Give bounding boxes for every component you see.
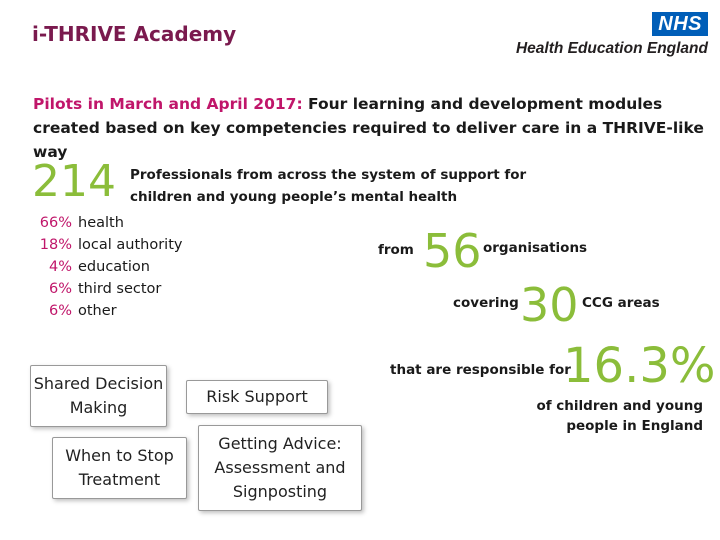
breakdown-list: [34, 212, 182, 322]
list-item: [34, 300, 182, 322]
breakdown-pct: 66%: [39, 215, 72, 231]
page-title: i-THRIVE Academy: [32, 22, 237, 46]
breakdown-label: health: [78, 215, 124, 231]
breakdown-label: third sector: [78, 281, 162, 297]
professionals-description: Professionals from across the system of support for children and young people’s mental health: [130, 167, 527, 205]
list-item: [34, 278, 182, 300]
resp-value: 16.3%: [563, 338, 716, 394]
list-item: [34, 256, 182, 278]
orgs-value: 56: [423, 224, 482, 278]
list-item: [34, 234, 182, 256]
nhs-hee-logo: [516, 12, 708, 58]
orgs-prefix: from: [378, 242, 414, 258]
intro-highlight: Pilots in March and April 2017:: [33, 95, 303, 113]
module-risk-support: Risk Support: [186, 380, 328, 414]
resp-suffix: of children and young people in England: [536, 398, 703, 434]
breakdown-label: education: [78, 259, 150, 275]
breakdown-pct: 4%: [48, 259, 72, 275]
module-getting-advice: Getting Advice: Assessment and Signposting: [198, 425, 362, 511]
list-item: [34, 212, 182, 234]
orgs-suffix: organisations: [483, 240, 588, 256]
hee-logo-text: Health Education England: [515, 40, 708, 57]
breakdown-pct: 6%: [48, 281, 72, 297]
breakdown-label: other: [78, 303, 117, 319]
ccg-suffix: CCG areas: [582, 295, 660, 311]
module-shared-decision-making: Shared Decision Making: [30, 365, 167, 427]
ccg-value: 30: [520, 278, 579, 332]
breakdown-label: local authority: [78, 237, 183, 253]
ccg-prefix: covering: [453, 295, 519, 311]
breakdown-pct: 18%: [39, 237, 72, 253]
breakdown-pct: 6%: [48, 303, 72, 319]
module-when-to-stop-treatment: When to Stop Treatment: [52, 437, 187, 499]
intro-text: Four learning and development modules created based on key competencies required to deliver care in a THRIVE-like way: [33, 95, 704, 161]
professionals-count: 214: [32, 156, 116, 207]
resp-prefix: that are responsible for: [390, 362, 571, 378]
nhs-logo: NHS: [652, 12, 708, 36]
intro-paragraph: [33, 92, 713, 164]
